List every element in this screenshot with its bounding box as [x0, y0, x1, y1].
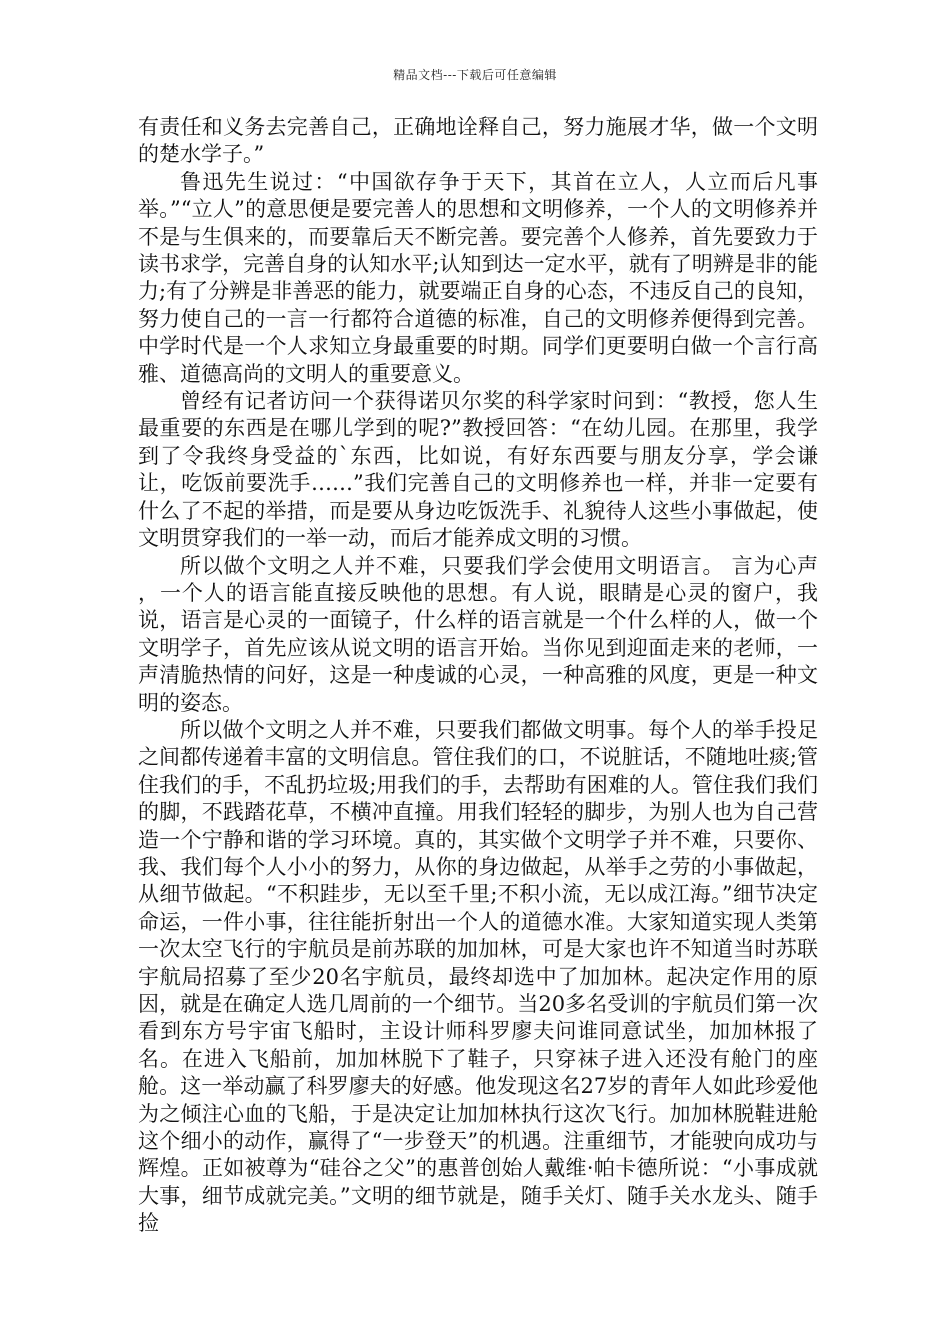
- paragraph: 所以做个文明之人并不难，只要我们都做文明事。每个人的举手投足之间都传递着丰富的文明信息。管住我们的口，不说脏话，不随地吐痰;管住我们的手，不乱扔垃圾;用我们的手，去帮助有困难的人。管住我们我们的脚，不践踏花草，不横冲直撞。用我们轻轻的脚步，为别人也为自己营造一个宁静和谐的学习环境。真的，其实做个文明学子并不难，只要你、我、我们每个人小小的努力，从你的身边做起，从举手之劳的小事做起，从细节做起。“不积跬步，无以至千里;不积小流，无以成江海。”细节决定命运，一件小事，往往能折射出一个人的道德水准。大家知道实现人类第一次太空飞行的宇航员是前苏联的加加林，可是大家也许不知道当时苏联宇航局招募了至少20名宇航员，最终却选中了加加林。起决定作用的原因，就是在确定人选几周前的一个细节。当20多名受训的宇航员们第一次看到东方号宇宙飞船时，主设计师科罗廖夫问谁同意试坐，加加林报了名。在进入飞船前，加加林脱下了鞋子，只穿袜子进入还没有舱门的座舱。这一举动赢了科罗廖夫的好感。他发现这名27岁的青年人如此珍爱他为之倾注心血的飞船，于是决定让加加林执行这次飞行。加加林脱鞋进舱这个细小的动作，赢得了“一步登天”的机遇。注重细节，才能驶向成功与辉煌。正如被尊为“硅谷之父”的惠普创始人戴维·帕卡德所说：“小事成就大事，细节成就完美。”文明的细节就是，随手关灯、随手关水龙头、随手捡: [138, 717, 818, 1236]
- page-header: 精品文档---下载后可任意编辑: [393, 68, 557, 82]
- paragraph: 鲁迅先生说过：“中国欲存争于天下，其首在立人，人立而后凡事举。”“立人”的意思便是要完善人的思想和文明修养，一个人的文明修养并不是与生俱来的，而要靠后天不断完善。要完善个人修养，首先要致力于读书求学，完善自身的认知水平;认知到达一定水平，就有了明辨是非的能力;有了分辨是非善恶的能力，就要端正自身的心态，不违反自己的良知，努力使自己的一言一行都符合道德的标准，自己的文明修养便得到完善。中学时代是一个人求知立身最重要的时期。同学们更要明白做一个言行高雅、道德高尚的文明人的重要意义。: [138, 169, 818, 386]
- body-text: [138, 114, 818, 1238]
- paragraph: 有责任和义务去完善自己，正确地诠释自己，努力施展才华，做一个文明的楚水学子。”: [138, 115, 818, 167]
- paragraph: 所以做个文明之人并不难，只要我们学会使用文明语言。 言为心声 ，一个人的语言能直接反映他的思想。有人说，眼睛是心灵的窗户，我说，语言是心灵的一面镜子，什么样的语言就是一个什么样的人，做一个文明学子，首先应该从说文明的语言开始。当你见到迎面走来的老师，一声清脆热情的问好，这是一种虔诚的心灵，一种高雅的风度，更是一种文明的姿态。: [138, 553, 818, 715]
- paragraph: 曾经有记者访问一个获得诺贝尔奖的科学家时问到：“教授，您人生最重要的东西是在哪儿学到的呢?”教授回答：“在幼儿园。在那里，我学到了令我终身受益的`东西，比如说，有好东西要与朋友分享，学会谦让，吃饭前要洗手……”我们完善自己的文明修养也一样，并非一定要有什么了不起的举措，而是要从身边吃饭洗手、礼貌待人这些小事做起，使文明贯穿我们的一举一动，而后才能养成文明的习惯。: [138, 389, 818, 551]
